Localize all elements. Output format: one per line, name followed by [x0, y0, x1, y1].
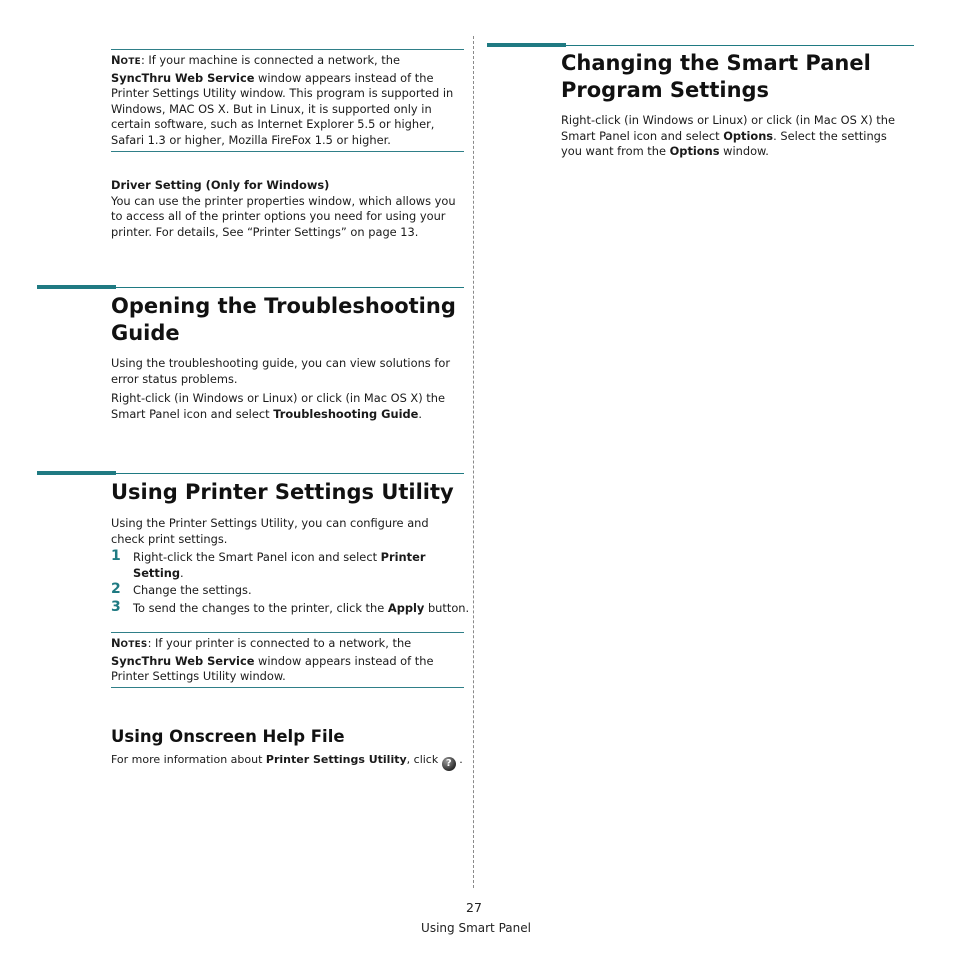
note-machine-network: NOTE: If your machine is connected a network, the SyncThru Web Service window appears instead of the Printer Settings Utility window. This program is supported in Windows, MAC OS X. But in Linux, it is supported only in certain software, such as Internet Explorer 5.5 or higher, Safari 1.3 or higher, Mozilla FireFox 1.5 or higher. [111, 53, 454, 147]
driver-setting-text: You can use the printer properties window, which allows you to access all of the printer options you need for using your printer. For details, See “Printer Settings” on page 13. [111, 193, 456, 239]
heading-rule [116, 473, 464, 474]
syncthru-web-service-term: SyncThru Web Service [111, 653, 255, 668]
heading-accent-bar [487, 43, 566, 47]
step-text: Right-click the Smart Panel icon and select Printer Setting. [133, 550, 426, 580]
options-term: Options [669, 144, 720, 159]
note-label-rest: OTE [120, 57, 141, 67]
driver-setting-block [111, 178, 465, 240]
note-label-rest: OTES [120, 640, 148, 650]
syncthru-web-service-term: SyncThru Web Service [111, 70, 255, 85]
step-text: Change the settings. [133, 583, 252, 597]
printer-settings-utility-term: Printer Settings Utility [265, 753, 407, 766]
smart-panel-text: Right-click (in Windows or Linux) or click (in Mac OS X) the Smart Panel icon and select Options. Select the settings you want from the Options window. [561, 113, 895, 159]
note-label-cap: N [111, 53, 121, 67]
note-bottom-rule [111, 151, 464, 152]
note-bottom-rule [111, 687, 464, 688]
step-number: 1 [111, 548, 121, 564]
step-number: 3 [111, 599, 121, 615]
section-heading-printer-settings: Using Printer Settings Utility [111, 480, 454, 504]
step-number: 2 [111, 581, 121, 597]
subheading-onscreen-help: Using Onscreen Help File [111, 727, 345, 746]
troubleshooting-para-2: Right-click (in Windows or Linux) or click (in Mac OS X) the Smart Panel icon and select Troubleshooting Guide. [111, 391, 445, 421]
heading-rule [566, 45, 914, 46]
apply-term: Apply [387, 601, 425, 615]
troubleshooting-para-1: Using the troubleshooting guide, you can view solutions for error status problems. [111, 356, 451, 386]
printer-setting-term: Printer Setting [133, 550, 426, 580]
step-text: To send the changes to the printer, click the Apply button. [133, 601, 470, 615]
heading-accent-bar [37, 285, 116, 289]
section-heading-smart-panel: Changing the Smart Panel Program Settings [561, 51, 871, 102]
help-text: For more information about Printer Settings Utility, click ? . [111, 753, 463, 769]
options-term: Options [723, 128, 774, 143]
note-top-rule [111, 632, 464, 633]
heading-rule [116, 287, 464, 288]
note-label-cap: N [111, 636, 121, 650]
note-printer-network: NOTES: If your printer is connected to a network, the SyncThru Web Service window appears instead of the Printer Settings Utility window. [111, 636, 434, 684]
help-icon[interactable]: ? [442, 757, 456, 771]
troubleshooting-guide-term: Troubleshooting Guide [273, 406, 419, 421]
chapter-title: Using Smart Panel [421, 921, 531, 935]
driver-setting-title: Driver Setting (Only for Windows) [111, 178, 330, 192]
page-number: 27 [466, 900, 482, 915]
heading-accent-bar [37, 471, 116, 475]
column-divider [473, 36, 474, 888]
printer-settings-intro: Using the Printer Settings Utility, you can configure and check print settings. [111, 516, 429, 546]
note-top-rule [111, 49, 464, 50]
section-heading-troubleshooting: Opening the Troubleshooting Guide [111, 294, 456, 345]
